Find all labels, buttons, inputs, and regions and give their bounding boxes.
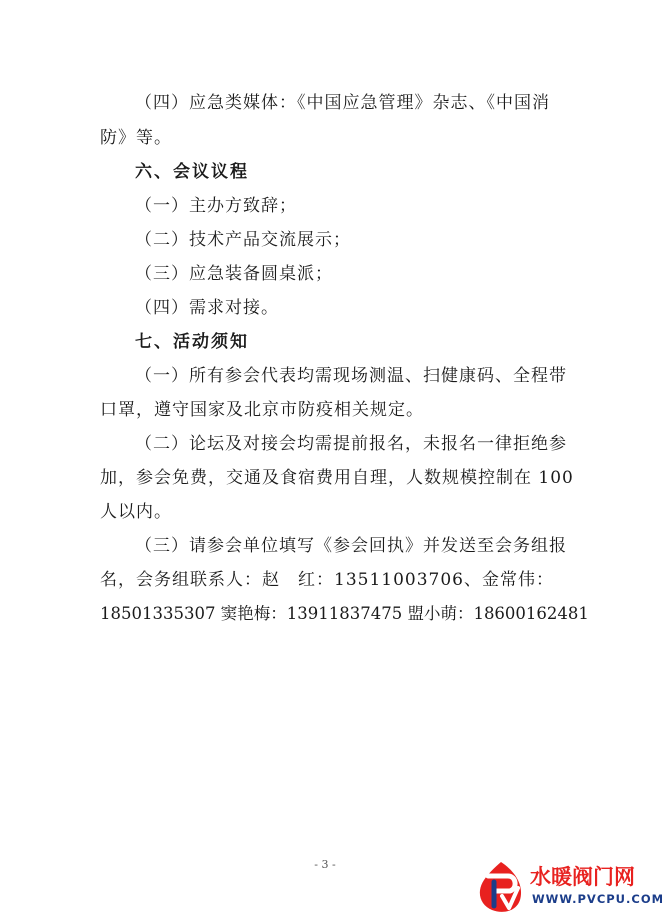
site-watermark — [472, 858, 664, 916]
notice-3-line2: 名，会务组联系人：赵 红：13511003706、金常伟： — [100, 570, 554, 590]
site-name: 水暖阀门网 — [530, 865, 635, 889]
notice-2-line2: 加，参会免费，交通及食宿费用自理，人数规模控制在 100 — [100, 468, 574, 488]
media-item-4-line2: 防》等。 — [100, 128, 172, 148]
page-number: - 3 - — [314, 858, 336, 871]
notice-3-line1: （三）请参会单位填写《参会回执》并发送至会务组报 — [135, 536, 567, 556]
notice-2-line1: （二）论坛及对接会均需提前报名，未报名一律拒绝参 — [135, 434, 567, 454]
agenda-item-4: （四）需求对接。 — [135, 298, 279, 318]
agenda-item-2: （二）技术产品交流展示； — [135, 230, 351, 250]
notice-2-line3: 人以内。 — [100, 502, 172, 522]
section-7-heading: 七、活动须知 — [135, 332, 249, 352]
agenda-item-3: （三）应急装备圆桌派； — [135, 264, 333, 284]
site-url: WWW.PVCPU.COM — [532, 892, 664, 906]
agenda-item-1: （一）主办方致辞； — [135, 196, 297, 216]
section-6-heading: 六、会议议程 — [135, 162, 249, 182]
media-item-4-line1: （四）应急类媒体：《中国应急管理》杂志、《中国消 — [135, 93, 550, 113]
notice-1-line2: 口罩，遵守国家及北京市防疫相关规定。 — [100, 400, 424, 420]
notice-3-line3: 18501335307 窦艳梅：13911837475 盟小萌：18600162481 — [100, 604, 589, 623]
pvc-logo-icon — [472, 858, 530, 916]
notice-1-line1: （一）所有参会代表均需现场测温、扫健康码、全程带 — [135, 366, 567, 386]
